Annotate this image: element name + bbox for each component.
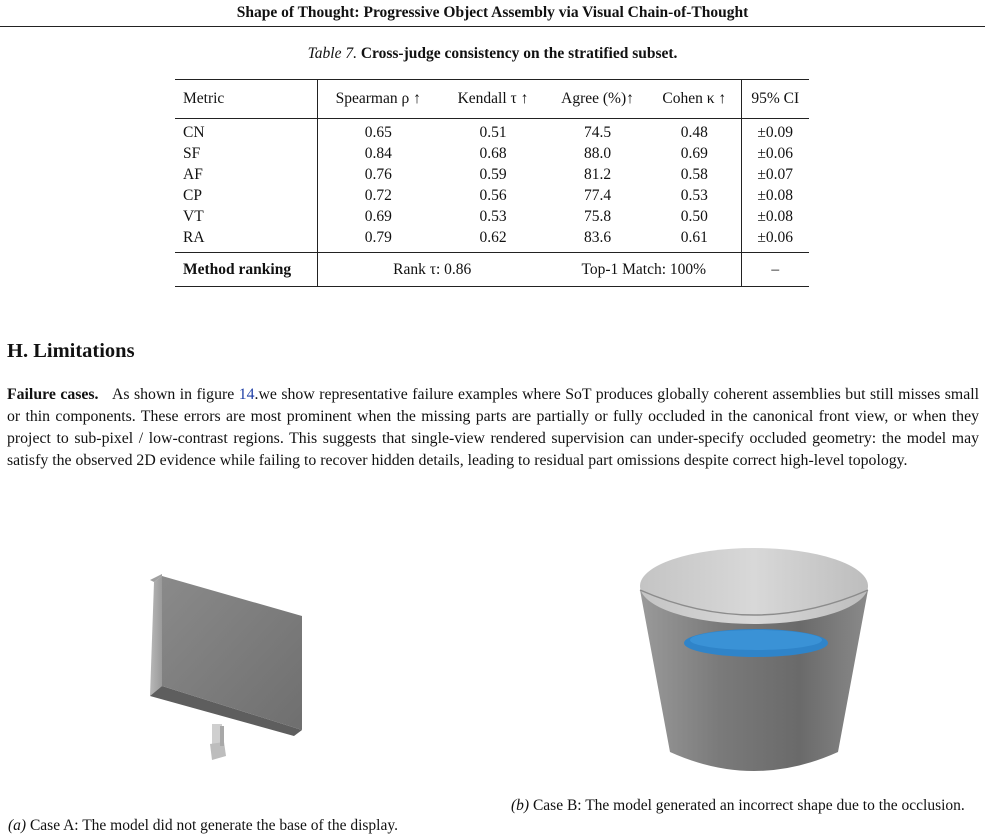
column-header: Kendall τ ↑	[439, 80, 547, 119]
table-cell: CP	[175, 185, 317, 206]
table-cell: ±0.09	[757, 124, 794, 141]
section-heading: H. Limitations	[7, 340, 135, 362]
caption-a-text: Case A: The model did not generate the base of the display.	[29, 817, 398, 834]
table-cell: 74.5	[583, 124, 612, 141]
column-header: Metric	[175, 80, 317, 119]
caption-a-label: (a)	[8, 817, 27, 834]
table-cell: 0.76	[364, 166, 392, 183]
table-cell: 0.51	[479, 124, 507, 141]
bucket-render	[634, 540, 874, 790]
table-cell: 0.65	[364, 124, 392, 141]
table-row	[175, 143, 809, 164]
table-cell: ±0.07	[757, 166, 794, 183]
table-cell: 77.4	[583, 187, 612, 204]
table-row	[175, 206, 809, 227]
limitations-paragraph	[7, 384, 979, 472]
table-footer-row	[175, 253, 809, 287]
table-cell: ±0.06	[741, 227, 809, 253]
table-cell: 0.79	[317, 227, 439, 253]
table-cell: 88.0	[583, 145, 612, 162]
top1-match-cell: Top-1 Match: 100%	[547, 253, 741, 287]
paragraph-lead: Failure cases.	[7, 386, 99, 403]
table-cell: SF	[175, 143, 317, 164]
table-cell: 0.61	[648, 227, 741, 253]
figure-b-bucket	[634, 540, 874, 790]
column-header: Agree (%)↑	[547, 80, 648, 119]
consistency-table	[175, 79, 809, 287]
caption-b-label: (b)	[511, 797, 530, 814]
table-header-row	[175, 80, 809, 119]
table-cell: 75.8	[583, 208, 612, 225]
monitor-screen	[162, 576, 302, 730]
method-ranking-label: Method ranking	[175, 253, 317, 287]
paragraph-text: As shown in figure	[111, 386, 239, 403]
table-cell: 0.53	[648, 185, 741, 206]
figure-reference-link[interactable]: 14	[238, 386, 255, 403]
table-caption	[0, 45, 985, 63]
table-cell: 0.69	[364, 208, 392, 225]
caption-a	[8, 817, 488, 835]
table-cell: CN	[175, 119, 317, 144]
column-header: Cohen κ ↑	[648, 80, 741, 119]
bucket-inner-wall	[640, 548, 868, 624]
table-cell: AF	[175, 164, 317, 185]
table-cell: 0.84	[364, 145, 392, 162]
table-cell: ±0.06	[757, 145, 794, 162]
caption-b-text: Case B: The model generated an incorrect shape due to the occlusion.	[532, 797, 965, 814]
table-row	[175, 185, 809, 206]
table-cell: 0.50	[648, 206, 741, 227]
table-cell: RA	[175, 227, 317, 253]
table-cell: ±0.08	[757, 208, 794, 225]
caption-b	[511, 797, 981, 815]
table-cell: 0.48	[648, 119, 741, 144]
monitor-side-edge	[150, 576, 162, 696]
rank-tau-cell: Rank τ: 0.86	[317, 253, 547, 287]
monitor-render	[140, 568, 310, 796]
table-cell: 0.62	[439, 227, 547, 253]
table-caption-text: Cross-judge consistency on the stratified subset.	[360, 45, 678, 62]
table-row	[175, 227, 809, 253]
table-cell: 0.56	[479, 187, 507, 204]
running-header: Shape of Thought: Progressive Object Assembly via Visual Chain-of-Thought	[0, 0, 985, 27]
figure-a-monitor	[140, 568, 310, 796]
table-cell: 0.58	[648, 164, 741, 185]
table-cell: 0.72	[364, 187, 392, 204]
table-cell: 0.69	[648, 143, 741, 164]
column-header: Spearman ρ ↑	[317, 80, 439, 119]
table-row	[175, 164, 809, 185]
paragraph-text: .we show representative failure examples where SoT produces globally coherent assemblies but still misses small or thin components. These errors are most prominent when the missing parts are partially or fully occluded in the canonical front view, or when they project to sub-pixel / low-contrast regions. This suggests that single-view rendered supervision can under-specify occluded geometry: the model may satisfy the observed 2D evidence while failing to recover hidden details, leading to residual part omissions despite correct high-level topology.	[7, 386, 980, 469]
table-cell: 0.59	[479, 166, 507, 183]
table-cell: 0.53	[479, 208, 507, 225]
table-cell: 81.2	[583, 166, 612, 183]
table-row	[175, 119, 809, 144]
table-cell: 83.6	[547, 227, 648, 253]
column-header: 95% CI	[741, 80, 809, 119]
ci-dash-cell: –	[741, 253, 809, 287]
table-cell: VT	[175, 206, 317, 227]
table-cell: ±0.08	[757, 187, 794, 204]
table-caption-number: Table 7.	[307, 45, 357, 62]
table-cell: 0.68	[479, 145, 507, 162]
